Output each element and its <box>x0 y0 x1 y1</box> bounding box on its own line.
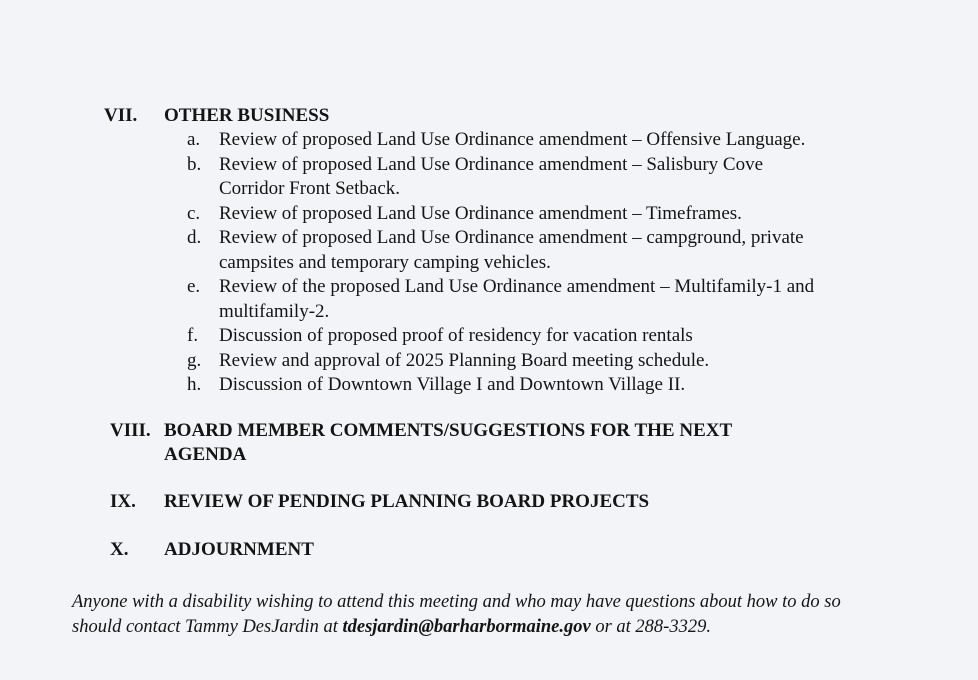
contact-email: tdesjardin@barharbormaine.gov <box>342 617 591 637</box>
section-number: VIII. <box>110 420 151 441</box>
item-letter: d. <box>187 227 202 248</box>
section-title: REVIEW OF PENDING PLANNING BOARD PROJECTS <box>164 491 650 512</box>
item-letter: h. <box>187 374 202 395</box>
section-title: BOARD MEMBER COMMENTS/SUGGESTIONS FOR THE NEXT AGENDA <box>164 420 732 465</box>
item-letter: e. <box>187 276 201 297</box>
item-letter: b. <box>187 153 202 175</box>
section-number: IX. <box>110 491 136 512</box>
list-item <box>187 275 887 324</box>
item-text: Review of proposed Land Use Ordinance amendment – campground, private campsites and temporary camping vehicles. <box>219 227 804 273</box>
item-text: Discussion of Downtown Village I and Downtown Village II. <box>219 374 686 395</box>
list-item <box>187 373 887 398</box>
list-item <box>187 153 887 202</box>
item-letter: c. <box>187 202 201 224</box>
item-text: Review of proposed Land Use Ordinance amendment – Timeframes. <box>219 202 742 224</box>
section-number: VII. <box>104 105 138 126</box>
list-item <box>187 349 887 374</box>
other-business-list <box>187 128 887 398</box>
list-item <box>187 128 887 153</box>
item-text: Review and approval of 2025 Planning Board meeting schedule. <box>219 349 710 371</box>
item-text: Discussion of proposed proof of residency for vacation rentals <box>219 325 693 346</box>
list-item <box>187 202 887 227</box>
item-letter: a. <box>187 129 201 150</box>
section-title: ADJOURNMENT <box>164 539 314 560</box>
list-item <box>187 324 887 349</box>
notice-text-end: or at 288-3329. <box>590 617 711 637</box>
notice-text: Anyone with a disability wishing to attend this meeting and who may have questions about how to do so should contact Tammy DesJardin at <box>72 592 841 637</box>
section-title: OTHER BUSINESS <box>164 105 330 126</box>
item-letter: f. <box>187 325 199 346</box>
item-text: Review of the proposed Land Use Ordinance amendment – Multifamily-1 and multifamily-2. <box>219 276 815 322</box>
section-number: X. <box>110 539 129 560</box>
list-item <box>187 226 887 275</box>
item-letter: g. <box>187 349 202 371</box>
accessibility-notice <box>72 590 892 640</box>
item-text: Review of proposed Land Use Ordinance amendment – Offensive Language. <box>219 129 806 150</box>
item-text: Review of proposed Land Use Ordinance amendment – Salisbury Cove Corridor Front Setback. <box>219 153 764 199</box>
